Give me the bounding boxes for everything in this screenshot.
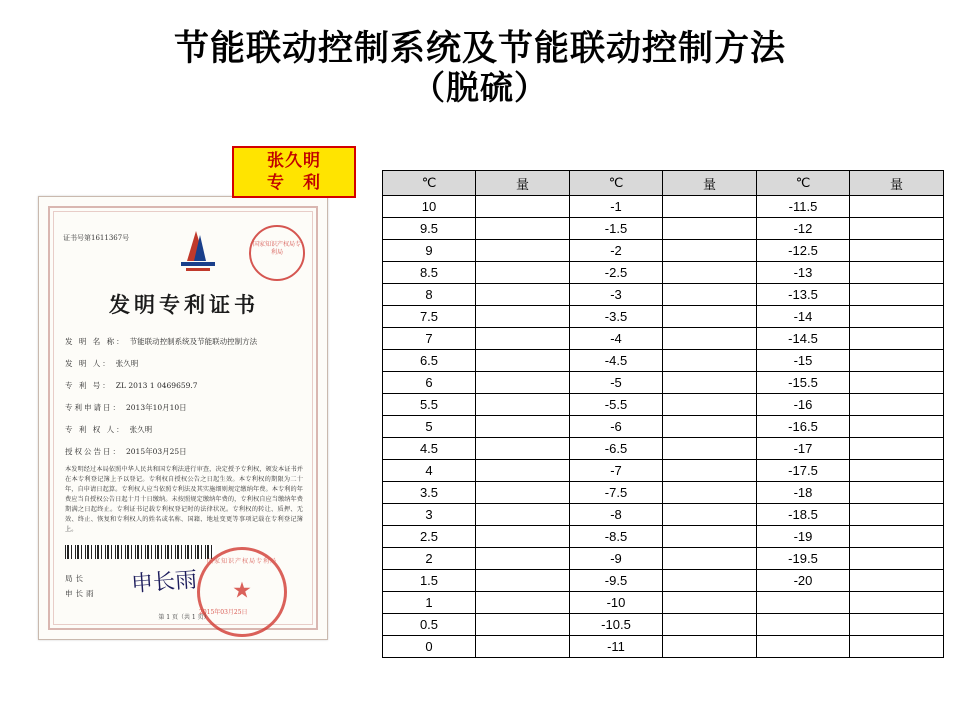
table-row [383,262,944,284]
cell-amount [663,372,757,394]
cell-temperature: -13 [757,262,850,284]
cell-temperature: -4.5 [570,350,663,372]
column-header-amount-1: 量 [476,171,570,196]
cell-amount [663,592,757,614]
cell-temperature: -9.5 [570,570,663,592]
table-row [383,592,944,614]
temperature-table-container [382,170,944,658]
column-header-amount-2: 量 [663,171,757,196]
cell-temperature: -5 [570,372,663,394]
patent-office-logo-icon [177,231,219,277]
cell-amount [663,328,757,350]
cell-amount [476,196,570,218]
cell-amount [850,196,944,218]
cell-temperature: 4 [383,460,476,482]
cell-temperature: -7.5 [570,482,663,504]
cell-temperature: -14.5 [757,328,850,350]
cell-temperature: 4.5 [383,438,476,460]
cell-amount [476,482,570,504]
cell-amount [663,196,757,218]
cell-temperature: -2 [570,240,663,262]
cell-amount [663,438,757,460]
cell-amount [850,482,944,504]
cell-temperature: -15.5 [757,372,850,394]
cell-temperature: -1 [570,196,663,218]
cell-temperature: -3.5 [570,306,663,328]
cell-amount [663,460,757,482]
table-row [383,636,944,658]
table-row [383,284,944,306]
cell-amount [476,372,570,394]
cell-temperature: 8.5 [383,262,476,284]
cell-amount [476,636,570,658]
cell-temperature: 3.5 [383,482,476,504]
cell-amount [850,328,944,350]
column-header-temp-2: ℃ [570,171,663,196]
seal-date: 2015年03月25日 [199,609,248,616]
cell-temperature: 2.5 [383,526,476,548]
cell-amount [476,614,570,636]
cell-temperature [757,636,850,658]
cell-temperature: -11.5 [757,196,850,218]
cell-amount [663,218,757,240]
cell-temperature: 6.5 [383,350,476,372]
cell-temperature: 6 [383,372,476,394]
field-value: 张久明 [129,425,153,434]
cell-temperature: -19 [757,526,850,548]
handwritten-signature: 申长雨 [130,567,198,598]
cell-temperature: 0 [383,636,476,658]
cell-temperature: 7.5 [383,306,476,328]
table-row [383,482,944,504]
cell-temperature: -20 [757,570,850,592]
field-label: 发 明 名 称： [65,337,126,346]
cell-amount [476,438,570,460]
cell-amount [850,438,944,460]
certificate-body-text: 本发明经过本局依照中华人民共和国专利法进行审查，决定授予专利权，颁发本证书并在本专利登记簿上予以登记。专利权自授权公告之日起生效。本专利权的期限为二十年，自申请日起算。专利权人应当依照专利法及其实施细则规定缴纳年费。本专利的年费应当自授权公告日起十月十日缴纳。未按照规定缴纳年费的，专利权自应当缴纳年费期满之日起终止。专利证书记载专利权登记时的法律状况。专利权的转让、质押、无效、终止、恢复和专利权人的姓名或名称、国籍、地址变更等事项记载在专利登记簿上。 [65,466,303,533]
cell-temperature: -6.5 [570,438,663,460]
cell-amount [663,350,757,372]
cell-amount [850,504,944,526]
cell-temperature: -3 [570,284,663,306]
cell-amount [850,372,944,394]
cell-temperature: -4 [570,328,663,350]
cell-amount [476,460,570,482]
cell-amount [663,614,757,636]
cell-temperature: -5.5 [570,394,663,416]
cell-temperature: -8 [570,504,663,526]
cell-amount [476,570,570,592]
footer-label-director: 局长 [65,574,86,583]
field-label: 专利申请日： [65,403,122,412]
cell-temperature: -14 [757,306,850,328]
cell-amount [850,218,944,240]
cell-temperature: -16.5 [757,416,850,438]
column-header-temp-1: ℃ [383,171,476,196]
field-label: 专 利 号： [65,381,112,390]
cell-temperature: 5.5 [383,394,476,416]
patent-certificate [38,196,328,640]
cell-amount [663,548,757,570]
cell-temperature: 1.5 [383,570,476,592]
cell-amount [476,416,570,438]
seal-star-icon: ★ [232,577,252,603]
cell-amount [663,636,757,658]
temperature-table [382,170,944,658]
certificate-field-row [65,353,305,375]
cell-temperature: -6 [570,416,663,438]
cell-temperature: -17.5 [757,460,850,482]
table-row [383,372,944,394]
cell-amount [663,284,757,306]
cell-temperature: 8 [383,284,476,306]
seal-arc-text: 国家知识产权局专利局 [206,559,277,565]
table-row [383,240,944,262]
table-row [383,460,944,482]
cell-temperature: -15 [757,350,850,372]
cell-temperature: -7 [570,460,663,482]
cell-amount [850,284,944,306]
cell-temperature: 9 [383,240,476,262]
column-header-amount-3: 量 [850,171,944,196]
cell-amount [476,306,570,328]
table-row [383,328,944,350]
cell-amount [850,548,944,570]
cell-amount [850,570,944,592]
table-row [383,504,944,526]
table-row [383,570,944,592]
certificate-field-row [65,419,305,441]
table-row [383,614,944,636]
cell-amount [850,460,944,482]
cell-temperature: -11 [570,636,663,658]
cell-temperature [757,614,850,636]
title-line-2: （脱硫） [412,68,548,108]
field-label: 授权公告日： [65,447,122,456]
certificate-field-row [65,397,305,419]
cell-amount [476,350,570,372]
cell-temperature: 1 [383,592,476,614]
certificate-serial: 证书号第1611367号 [63,234,130,242]
cell-amount [850,636,944,658]
cell-temperature: -2.5 [570,262,663,284]
cell-amount [476,526,570,548]
cell-amount [663,526,757,548]
cell-amount [476,548,570,570]
cell-amount [850,614,944,636]
national-red-seal-icon [197,547,287,637]
page-title [0,28,960,108]
cell-amount [850,526,944,548]
cell-temperature: -10.5 [570,614,663,636]
cell-temperature: -9 [570,548,663,570]
cell-temperature: -12.5 [757,240,850,262]
cell-temperature: 3 [383,504,476,526]
cell-amount [476,240,570,262]
cell-temperature: -19.5 [757,548,850,570]
cell-amount [663,482,757,504]
table-row [383,196,944,218]
cell-temperature: -18 [757,482,850,504]
certificate-field-row [65,331,305,353]
field-value: ZL 2013 1 0469659.7 [115,381,198,390]
cell-temperature: -18.5 [757,504,850,526]
cell-temperature: 7 [383,328,476,350]
cell-amount [663,262,757,284]
table-row [383,218,944,240]
table-row [383,438,944,460]
cell-amount [476,592,570,614]
column-header-temp-3: ℃ [757,171,850,196]
cell-amount [663,240,757,262]
cell-temperature [757,592,850,614]
cell-amount [663,570,757,592]
cell-temperature: -8.5 [570,526,663,548]
field-value: 2015年03月25日 [126,447,187,456]
cell-temperature: -13.5 [757,284,850,306]
cell-amount [476,284,570,306]
certificate-fields [65,331,305,463]
certificate-title: 发明专利证书 [109,292,259,317]
cell-amount [663,306,757,328]
footer-label-name: 申长雨 [65,589,97,598]
cell-temperature: -12 [757,218,850,240]
cell-amount [850,416,944,438]
field-label: 专 利 权 人： [65,425,126,434]
cell-temperature: 9.5 [383,218,476,240]
cell-amount [476,328,570,350]
cell-amount [850,350,944,372]
field-label: 发 明 人： [65,359,112,368]
table-header-row [383,171,944,196]
cell-amount [663,416,757,438]
cell-temperature: 2 [383,548,476,570]
cell-amount [476,218,570,240]
cell-amount [850,240,944,262]
cell-amount [476,262,570,284]
title-line-1: 节能联动控制系统及节能联动控制方法 [173,28,786,69]
cell-amount [476,394,570,416]
table-row [383,416,944,438]
cell-temperature: -1.5 [570,218,663,240]
cell-amount [850,262,944,284]
table-row [383,526,944,548]
table-row [383,394,944,416]
certificate-footer [65,571,97,601]
cell-temperature: 5 [383,416,476,438]
stamp-line-2: 专 利 [267,173,321,193]
cell-temperature: -17 [757,438,850,460]
cell-temperature: 10 [383,196,476,218]
field-value: 2013年10月10日 [126,403,187,412]
certificate-field-row [65,441,305,463]
certificate-page-number: 第 1 页（共 1 页） [158,614,210,621]
table-row [383,350,944,372]
table-row [383,306,944,328]
cell-temperature: -16 [757,394,850,416]
cell-amount [476,504,570,526]
cell-amount [850,394,944,416]
field-value: 节能联动控制系统及节能联动控制方法 [129,337,258,346]
owner-stamp-badge [232,146,356,198]
cell-amount [663,394,757,416]
cell-amount [850,592,944,614]
office-round-seal-icon: 国家知识产权局专利局 [249,225,305,281]
barcode-icon [65,545,215,559]
cell-amount [850,306,944,328]
stamp-line-1: 张久明 [267,151,321,171]
cell-temperature: -10 [570,592,663,614]
table-row [383,548,944,570]
certificate-field-row [65,375,305,397]
cell-temperature: 0.5 [383,614,476,636]
field-value: 张久明 [115,359,139,368]
cell-amount [663,504,757,526]
